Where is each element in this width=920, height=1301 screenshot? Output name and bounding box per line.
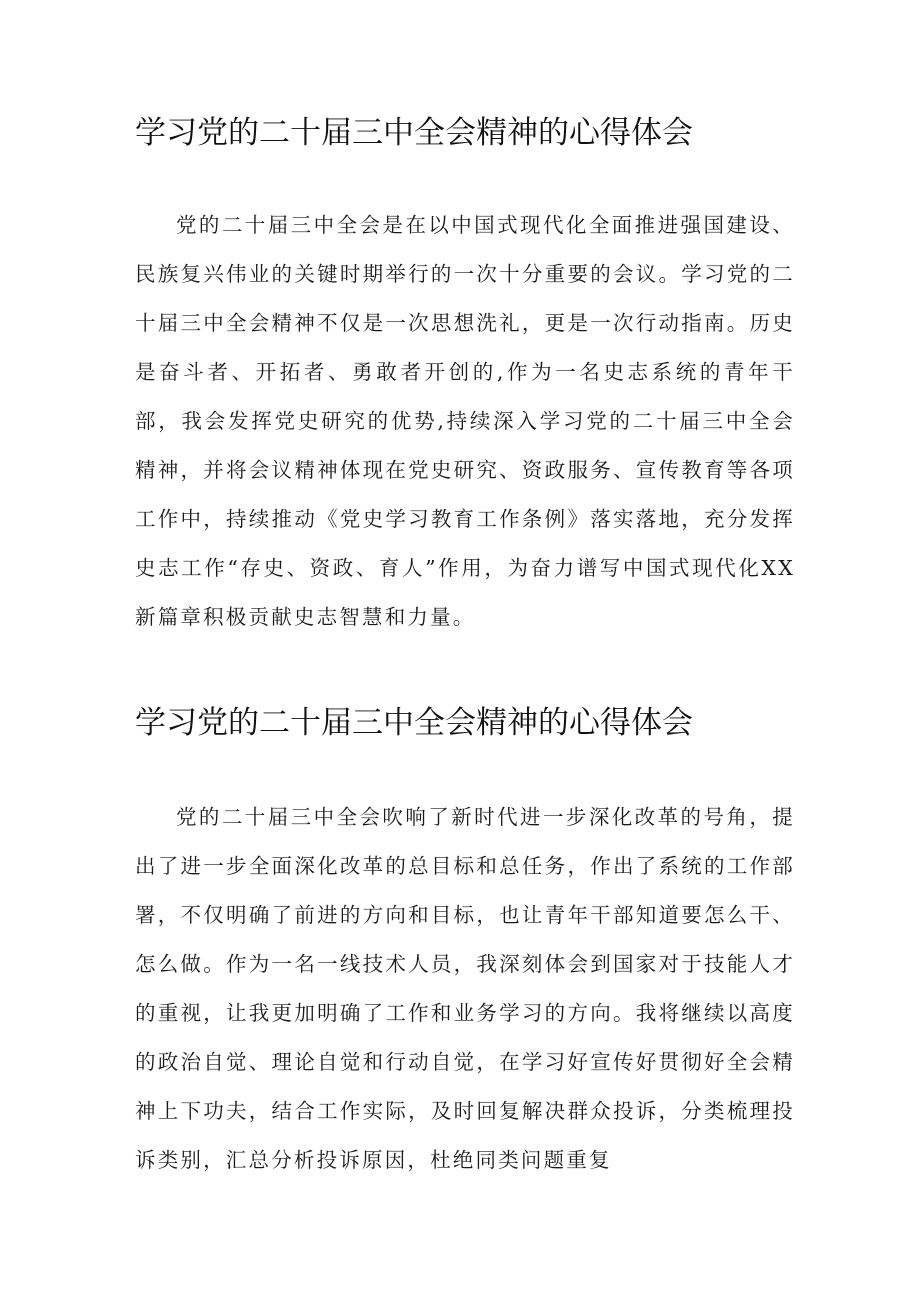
section-2-title: 学习党的二十届三中全会精神的心得体会 [135,705,693,741]
section-2-body: 党的二十届三中全会吹响了新时代进一步深化改革的号角，提出了进一步全面深化改革的总目标和总任务，作出了系统的工作部署，不仅明确了前进的方向和目标，也让青年干部知道要怎么干、怎么做。作为一名一线技术人员，我深刻体会到国家对于技能人才的重视，让我更加明确了工作和业务学习的方向。我将继续以高度的政治自觉、理论自觉和行动自觉，在学习好宣传好贯彻好全会精神上下功夫，结合工作实际，及时回复解决群众投诉，分类梳理投诉类别，汇总分析投诉原因，杜绝同类问题重复 [135,805,795,1172]
section-1-title: 学习党的二十届三中全会精神的心得体会 [135,115,693,151]
section-1-body: 党的二十届三中全会是在以中国式现代化全面推进强国建设、民族复兴伟业的关键时期举行的一次十分重要的会议。学习党的二十届三中全会精神不仅是一次思想洗礼，更是一次行动指南。历史是奋斗者、开拓者、勇敢者开创的,作为一名史志系统的青年干部，我会发挥党史研究的优势,持续深入学习党的二十届三中全会精神，并将会议精神体现在党史研究、资政服务、宣传教育等各项工作中，持续推动《党史学习教育工作条例》落实落地，充分发挥史志工作“存史、资政、育人”作用，为奋力谱写中国式现代化XX新篇章积极贡献史志智慧和力量。 [135,213,795,629]
